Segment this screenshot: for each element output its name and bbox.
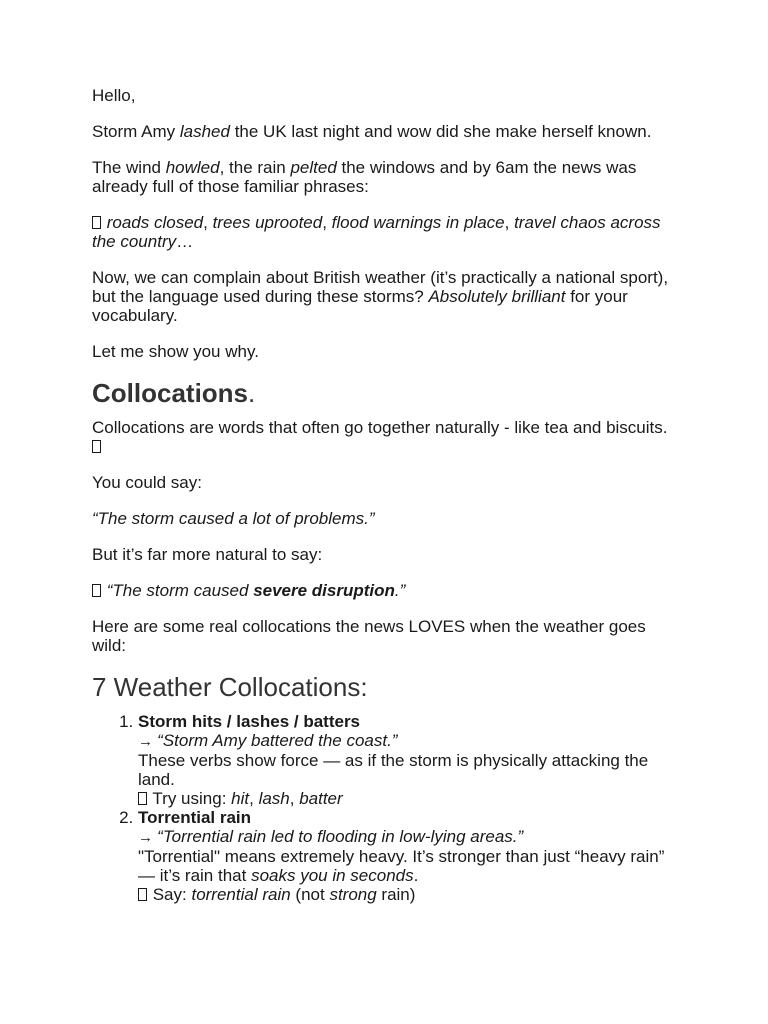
- missing-emoji-icon: [138, 888, 147, 901]
- item-title: 1. Storm hits / lashes / batters: [138, 712, 361, 731]
- missing-emoji-icon: [92, 584, 101, 597]
- intro-paragraph-1: Storm Amy lashed the UK last night and wow did she make herself known.: [92, 122, 652, 141]
- missing-emoji-icon: [138, 792, 147, 805]
- list-item: [138, 712, 682, 808]
- natural-intro: But it’s far more natural to say:: [92, 545, 323, 564]
- intro-paragraph-5: Let me show you why.: [92, 342, 259, 361]
- item-description: These verbs show force — as if the storm is physically attacking the land.: [138, 751, 649, 789]
- item-example: → “Storm Amy battered the coast.”: [138, 731, 398, 750]
- missing-emoji-icon: [92, 216, 101, 229]
- email-body: [92, 86, 682, 904]
- collocation-list: [92, 712, 682, 904]
- news-collocations-intro: Here are some real collocations the news LOVES when the weather goes wild:: [92, 617, 646, 655]
- weather-collocations-heading: 7 Weather Collocations:: [92, 672, 368, 702]
- list-item: [138, 808, 682, 904]
- item-title: 2. Torrential rain: [138, 808, 252, 827]
- missing-emoji-icon: [92, 440, 101, 453]
- plain-example: “The storm caused a lot of problems.”: [92, 509, 375, 528]
- headline-phrases: roads closed, trees uprooted, flood warnings in place, travel chaos across the country…: [92, 213, 661, 251]
- item-tip: Say: torrential rain (not strong rain): [138, 885, 682, 904]
- collocations-definition: Collocations are words that often go together naturally - like tea and biscuits.: [92, 418, 682, 456]
- intro-paragraph-2: The wind howled, the rain pelted the windows and by 6am the news was already full of those familiar phrases:: [92, 158, 637, 196]
- you-could-say: You could say:: [92, 473, 202, 492]
- right-arrow-icon: →: [138, 733, 158, 750]
- natural-example: “The storm caused severe disruption.”: [92, 581, 682, 600]
- item-tip: Try using: hit, lash, batter: [138, 789, 682, 808]
- intro-paragraph-4: Now, we can complain about British weather (it’s practically a national sport), but the language used during these storms? Absolutely brilliant for your vocabulary.: [92, 268, 669, 325]
- item-example: → “Torrential rain led to flooding in low-lying areas.”: [138, 827, 524, 846]
- item-description: "Torrential" means extremely heavy. It’s stronger than just “heavy rain” — it’s rain that soaks you in seconds.: [138, 847, 665, 885]
- greeting: Hello,: [92, 86, 136, 105]
- collocations-heading: Collocations.: [92, 378, 256, 408]
- right-arrow-icon: →: [138, 829, 158, 846]
